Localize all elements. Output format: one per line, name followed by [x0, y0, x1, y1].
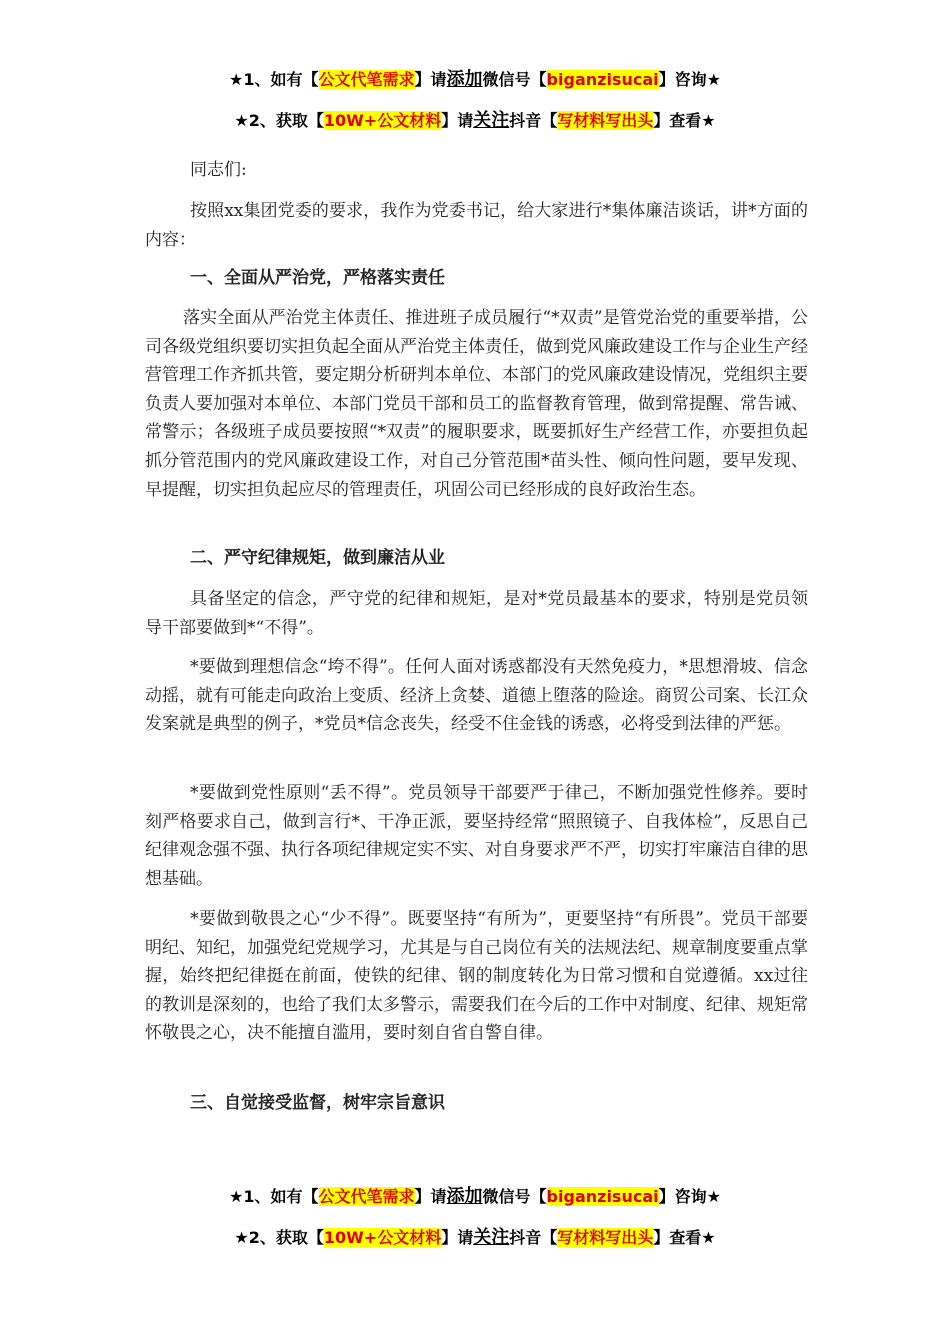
intro-paragraph: 按照xx集团党委的要求，我作为党委书记，给大家进行*集体廉洁谈话，讲*方面的内容： — [145, 201, 808, 250]
banner-highlight: biganzisucai — [546, 70, 659, 89]
promo-banner-bottom-line-1 — [0, 1186, 950, 1208]
banner-text: 】请 — [414, 1187, 447, 1206]
banner-emphasis: 添加 — [446, 69, 483, 90]
banner-highlight: 10W+公文材料 — [323, 111, 442, 130]
section-2-point-2: *要做到党性原则“丢不得”。党员领导干部要严于律己，不断加强党性修养。要时刻严格要求自己，做到言行*、干净正派，要坚持经常“照照镜子、自我体检”，反思自己纪律观念强不强、执行各项纪律规定实不实、对自身要求严不严，切实打牢廉洁自律的思想基础。 — [145, 783, 808, 889]
banner-text: ★2、获取【 — [234, 1228, 324, 1247]
banner-emphasis: 关注 — [473, 110, 510, 131]
banner-highlight: 写材料写出头 — [557, 111, 654, 130]
banner-text: 抖音【 — [509, 111, 558, 130]
banner-highlight: 写材料写出头 — [557, 1228, 654, 1247]
section-3-heading: 三、自觉接受监督，树牢宗旨意识 — [190, 1093, 445, 1113]
banner-text: ★1、如有【 — [229, 1187, 319, 1206]
banner-text: ★2、获取【 — [234, 111, 324, 130]
banner-text: 】咨询★ — [658, 1187, 721, 1206]
section-2-point-1: *要做到理想信念“垮不得”。任何人面对诱惑都没有天然免疫力，*思想滑坡、信念动摇，就有可能走向政治上变质、经济上贪婪、道德上堕落的险途。商贸公司案、长江众发案就是典型的例子，*党员*信念丧失，经受不住金钱的诱惑，必将受到法律的严惩。 — [145, 657, 808, 735]
banner-text: ★1、如有【 — [229, 70, 319, 89]
banner-highlight: biganzisucai — [546, 1187, 659, 1206]
banner-text: 】查看★ — [653, 1228, 716, 1247]
banner-emphasis: 关注 — [473, 1227, 510, 1248]
banner-emphasis: 添加 — [446, 1186, 483, 1207]
promo-banner-line-2 — [0, 110, 950, 132]
banner-highlight: 10W+公文材料 — [323, 1228, 442, 1247]
salutation: 同志们: — [190, 160, 247, 180]
banner-text: 】咨询★ — [658, 70, 721, 89]
promo-banner-bottom-line-2 — [0, 1227, 950, 1249]
banner-text: 】请 — [414, 70, 447, 89]
banner-highlight: 公文代笔需求 — [318, 1187, 415, 1206]
section-2-intro: 具备坚定的信念，严守党的纪律和规矩，是对*党员最基本的要求，特别是党员领导干部要做到*“不得”。 — [145, 589, 808, 638]
banner-text: 微信号【 — [482, 1187, 547, 1206]
banner-text: 抖音【 — [509, 1228, 558, 1247]
banner-highlight: 公文代笔需求 — [318, 70, 415, 89]
banner-text: 微信号【 — [482, 70, 547, 89]
section-2-heading: 二、严守纪律规矩，做到廉洁从业 — [190, 548, 445, 568]
banner-text: 】请 — [441, 111, 474, 130]
promo-banner-line-1 — [0, 69, 950, 91]
section-2-point-3: *要做到敬畏之心“少不得”。既要坚持“有所为”，更要坚持“有所畏”。党员干部要明纪、知纪，加强党纪党规学习，尤其是与自己岗位有关的法规法纪、规章制度要重点掌握，始终把纪律挺在前面，使铁的纪律、钢的制度转化为日常习惯和自觉遵循。xx过往的教训是深刻的，也给了我们太多警示，需要我们在今后的工作中对制度、纪律、规矩常怀敬畏之心，决不能擅自滥用，要时刻自省自警自律。 — [145, 909, 808, 1044]
banner-text: 】请 — [441, 1228, 474, 1247]
banner-text: 】查看★ — [653, 111, 716, 130]
section-1-heading: 一、全面从严治党，严格落实责任 — [190, 268, 445, 288]
section-1-paragraph: 落实全面从严治党主体责任、推进班子成员履行“*双责”是管党治党的重要举措，公司各级党组织要切实担负起全面从严治党主体责任，做到党风廉政建设工作与企业生产经营管理工作齐抓共管，要定期分析研判本单位、本部门的党风廉政建设情况，党组织主要负责人要加强对本单位、本部门党员干部和员工的监督教育管理，做到常提醒、常告诫、常警示；各级班子成员要按照“*双责”的履职要求，既要抓好生产经营工作，亦要担负起抓分管范围内的党风廉政建设工作，对自己分管范围*苗头性、倾向性问题，要早发现、早提醒，切实担负起应尽的管理责任，巩固公司已经形成的良好政治生态。 — [145, 308, 808, 500]
